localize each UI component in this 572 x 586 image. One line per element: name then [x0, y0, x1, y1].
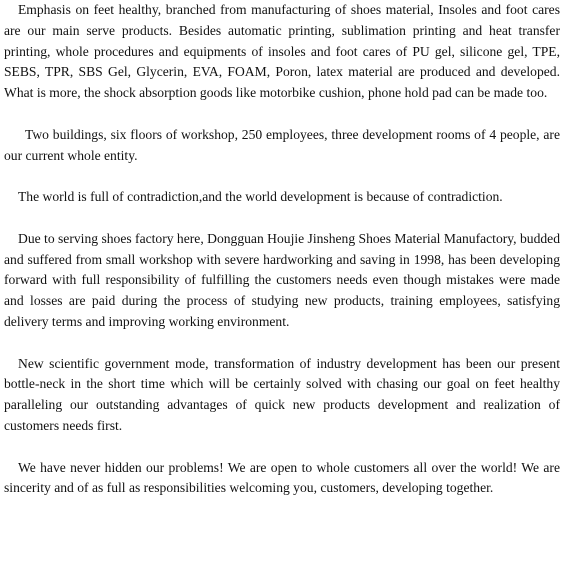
document-body: [4, 0, 560, 499]
paragraph-welcome: We have never hidden our problems! We are open to whole customers all over the world! We are sincerity and of as full as responsibilities welcoming you, customers, developing together.: [4, 459, 560, 496]
paragraph-challenges: New scientific government mode, transformation of industry development has been our present bottle-neck in the short time which will be certainly solved with chasing our goal on feet healthy paralleling our outstanding advantages of quick new products development and realization of customers needs first.: [4, 355, 560, 433]
paragraph-contradiction: The world is full of contradiction,and the world development is because of contradiction.: [18, 189, 503, 205]
paragraph-products: Emphasis on feet healthy, branched from manufacturing of shoes material, Insoles and foot cares are our main serve products. Besides automatic printing, sublimation printing and heat transfer printing, whole procedures and equipments of insoles and foot cares of PU gel, silicone gel, TPE, SEBS, TPR, SBS Gel, Glycerin, EVA, FOAM, Poron, latex material are produced and developed. What is more, the shock absorption goods like motorbike cushion, phone hold pad can be made too.: [4, 2, 560, 101]
paragraph-entity: Two buildings, six floors of workshop, 250 employees, three development rooms of 4 people, are our current whole entity.: [4, 126, 560, 163]
paragraph-history: Due to serving shoes factory here, Dongguan Houjie Jinsheng Shoes Material Manufactory, budded and suffered from small workshop with severe hardworking and saving in 1998, has been developing forward with full responsibility of fulfilling the customers needs even though mistakes were made and losses are paid during the process of studying new products, training employees, satisfying delivery terms and improving working environment.: [4, 230, 560, 329]
